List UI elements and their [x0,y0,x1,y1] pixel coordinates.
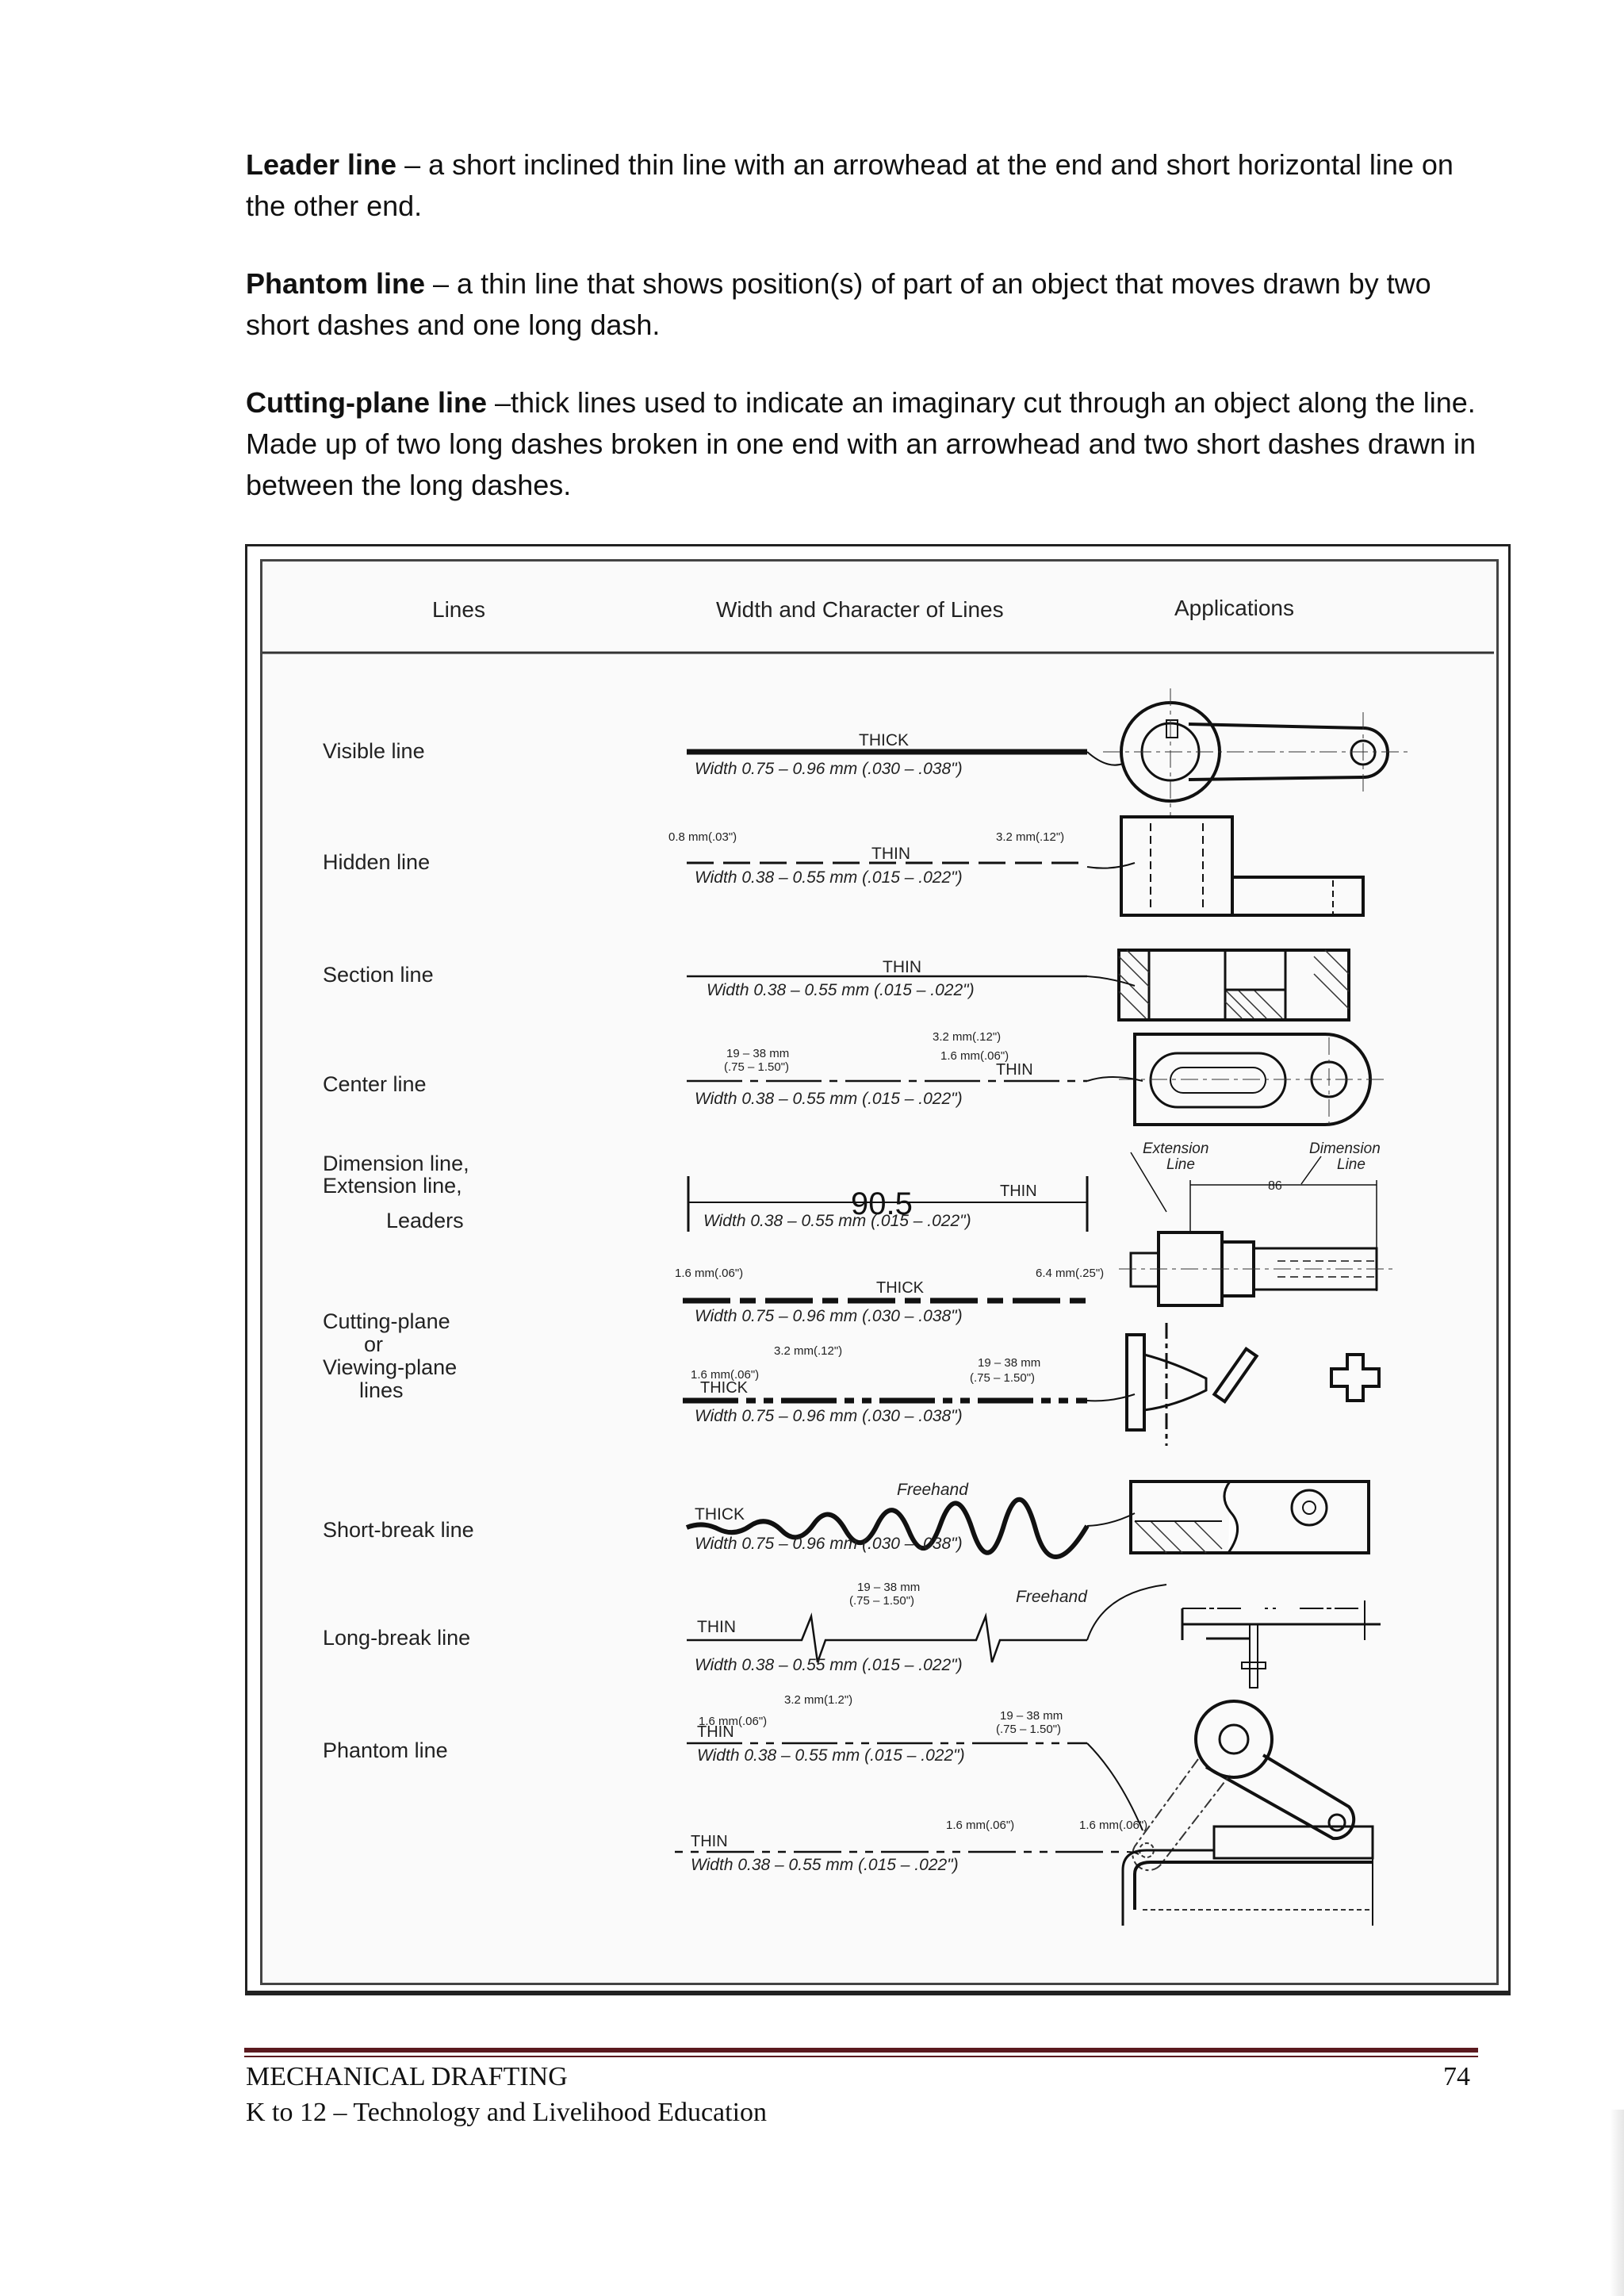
row-label-short-break: Short-break line [323,1518,474,1542]
header-lines: Lines [432,597,485,622]
row-label-cutting-2: or [364,1332,384,1356]
cutting-dim-c: 3.2 mm(.12") [774,1344,843,1358]
cutting-width: Width 0.75 – 0.96 mm (.030 – .038") [695,1307,963,1325]
visible-line-application [1087,688,1412,815]
figure-bottom-rule [245,1991,1511,1995]
cutting-dim-a: 1.6 mm(.06") [675,1267,744,1280]
phantom-dim-c2: (.75 – 1.50") [996,1723,1062,1736]
row-label-dimension-2: Extension line, [323,1174,462,1198]
dimension-width: Width 0.38 – 0.55 mm (.015 – .022") [703,1212,971,1230]
section-weight: THIN [883,958,921,976]
line-types-table [262,562,1499,1985]
section-width: Width 0.38 – 0.55 mm (.015 – .022") [707,981,975,999]
page-edge-shadow [1610,2110,1624,2296]
row-label-cutting-3: Viewing-plane [323,1355,458,1379]
hidden-weight: THIN [871,845,910,863]
cutting-dim-b: 6.4 mm(.25") [1036,1267,1105,1280]
cutting-weight-2: THICK [700,1379,748,1397]
phantom2-dim-b: 1.6 mm(.06") [1079,1819,1148,1832]
cutting-width-2: Width 0.75 – 0.96 mm (.030 – .038") [695,1407,963,1425]
row-label-long-break: Long-break line [323,1626,471,1650]
cutting-dim-d1: 19 – 38 mm [978,1356,1041,1370]
term-leader-line: Leader line [246,148,397,181]
footer-subtitle: K to 12 – Technology and Livelihood Education [246,2098,768,2127]
cutting-weight: THICK [876,1279,924,1297]
footer-title: MECHANICAL DRAFTING [246,2062,568,2091]
phantom-dim-a: 3.2 mm(1.2") [784,1693,853,1707]
phantom-weight: THIN [697,1723,734,1741]
row-label-cutting-4: lines [359,1378,404,1402]
short-break-note: Freehand [897,1481,968,1499]
hidden-line-application [1087,817,1363,915]
dimension-line-label-2: Line [1337,1156,1365,1173]
long-break-dim-1: 19 – 38 mm [857,1581,921,1594]
header-applications: Applications [1174,596,1294,620]
row-label-visible: Visible line [323,739,425,763]
definition-cutting-plane-line: –thick lines used to indicate an imaginary cut through an object along the line. Made up of two long dashes broken in one end with an arrowhead and two short dashes drawn in between the long dashes. [246,386,1476,501]
extension-line-label: Extension [1143,1140,1209,1157]
visible-weight: THICK [859,731,909,749]
paragraph-leader-line [246,144,1483,227]
long-break-note: Freehand [1016,1588,1087,1606]
section-line-application [1087,950,1349,1020]
center-weight: THIN [996,1061,1033,1079]
phantom2-weight: THIN [691,1833,728,1850]
extension-line-label-2: Line [1166,1156,1195,1173]
long-break-application [1087,1585,1381,1688]
term-cutting-plane-line: Cutting-plane line [246,386,487,419]
figure-frame [260,559,1499,1985]
dimension-line-label: Dimension [1309,1140,1381,1157]
dimension-line-application [1119,1140,1396,1305]
phantom-dim-b: 1.6 mm(.06") [699,1715,768,1728]
phantom2-application [1123,1826,1373,1926]
paragraph-cutting-plane-line [246,382,1483,506]
term-phantom-line: Phantom line [246,267,426,300]
application-dimension-value: 86 [1268,1179,1282,1193]
phantom-line-application [1087,1701,1354,1870]
phantom2-width: Width 0.38 – 0.55 mm (.015 – .022") [691,1856,959,1874]
footer-rule-thin [244,2056,1478,2057]
center-dim-a2: (.75 – 1.50") [724,1060,790,1074]
row-label-center: Center line [323,1072,427,1096]
row-label-cutting-1: Cutting-plane [323,1309,450,1333]
header-width: Width and Character of Lines [716,597,1004,622]
center-dim-c: 1.6 mm(.06") [940,1049,1009,1063]
cutting-dim-d2: (.75 – 1.50") [970,1371,1036,1385]
line-types-figure [245,544,1511,1995]
short-break-weight: THICK [695,1505,745,1524]
dimension-value: 90.5 [851,1186,913,1221]
paragraph-phantom-line [246,263,1483,346]
cutting-dim-e: 1.6 mm(.06") [691,1368,760,1382]
long-break-weight: THIN [697,1618,736,1636]
dimension-weight: THIN [1000,1182,1037,1200]
definition-phantom-line: – a thin line that shows position(s) of part of an object that moves drawn by two short dashes and one long dash. [246,267,1431,341]
hidden-dim-a: 0.8 mm(.03") [668,830,737,844]
row-label-dimension-1: Dimension line, [323,1152,469,1175]
phantom-dim-c1: 19 – 38 mm [1000,1709,1063,1723]
phantom-width: Width 0.38 – 0.55 mm (.015 – .022") [697,1746,965,1765]
long-break-dim-2: (.75 – 1.50") [849,1594,915,1608]
center-line-application [1087,1034,1388,1125]
footer-rule [244,2048,1478,2053]
center-dim-b: 3.2 mm(.12") [933,1030,1002,1044]
short-break-width: Width 0.75 – 0.96 mm (.030 – .038") [695,1535,963,1553]
hidden-dim-b: 3.2 mm(.12") [996,830,1065,844]
cutting-plane-application [1087,1323,1379,1446]
phantom2-dim-a: 1.6 mm(.06") [946,1819,1015,1832]
row-label-section: Section line [323,963,434,987]
long-break-width: Width 0.38 – 0.55 mm (.015 – .022") [695,1656,963,1674]
short-break-application [1087,1481,1369,1553]
hidden-width: Width 0.38 – 0.55 mm (.015 – .022") [695,868,963,887]
row-label-hidden: Hidden line [323,850,431,874]
definition-leader-line: – a short inclined thin line with an arrowhead at the end and short horizontal line on the other end. [246,148,1454,222]
row-label-dimension-3: Leaders [386,1209,464,1232]
row-label-phantom: Phantom line [323,1738,448,1762]
center-dim-a1: 19 – 38 mm [726,1047,790,1060]
visible-width: Width 0.75 – 0.96 mm (.030 – .038") [695,760,963,778]
center-width: Width 0.38 – 0.55 mm (.015 – .022") [695,1090,963,1108]
page-number: 74 [1443,2062,1470,2091]
